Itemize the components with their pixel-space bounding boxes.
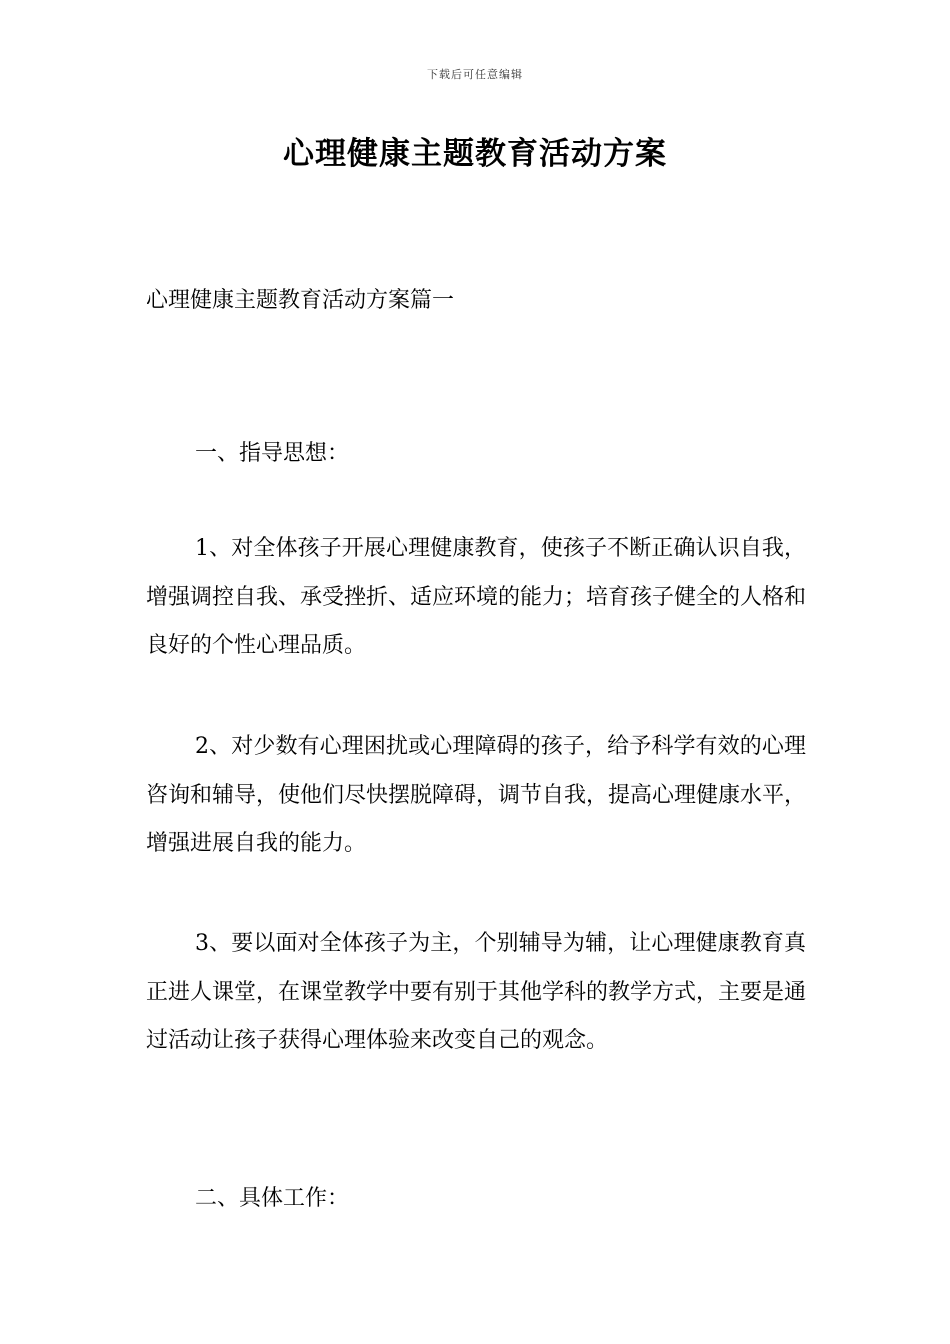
section-heading-guiding-ideology: 一、指导思想： <box>195 441 350 466</box>
header-note: 下载后可任意编辑 <box>427 68 523 81</box>
document-subtitle: 心理健康主题教育活动方案篇一 <box>146 288 455 313</box>
document-title: 心理健康主题教育活动方案 <box>283 136 667 172</box>
paragraph-2: 2、对少数有心理困扰或心理障碍的孩子，给予科学有效的心理咨询和辅导，使他们尽快摆脱障碍，调节自我，提高心理健康水平，增强进展自我的能力。 <box>146 734 807 856</box>
paragraph-3: 3、要以面对全体孩子为主，个别辅导为辅，让心理健康教育真正进人课堂，在课堂教学中要有别于其他学科的教学方式，主要是通过活动让孩子获得心理体验来改变自己的观念。 <box>146 931 807 1053</box>
section-heading-specific-work: 二、具体工作： <box>195 1186 350 1211</box>
paragraph-1: 1、对全体孩子开展心理健康教育，使孩子不断正确认识自我，增强调控自我、承受挫折、适应环境的能力；培育孩子健全的人格和良好的个性心理品质。 <box>146 536 807 658</box>
